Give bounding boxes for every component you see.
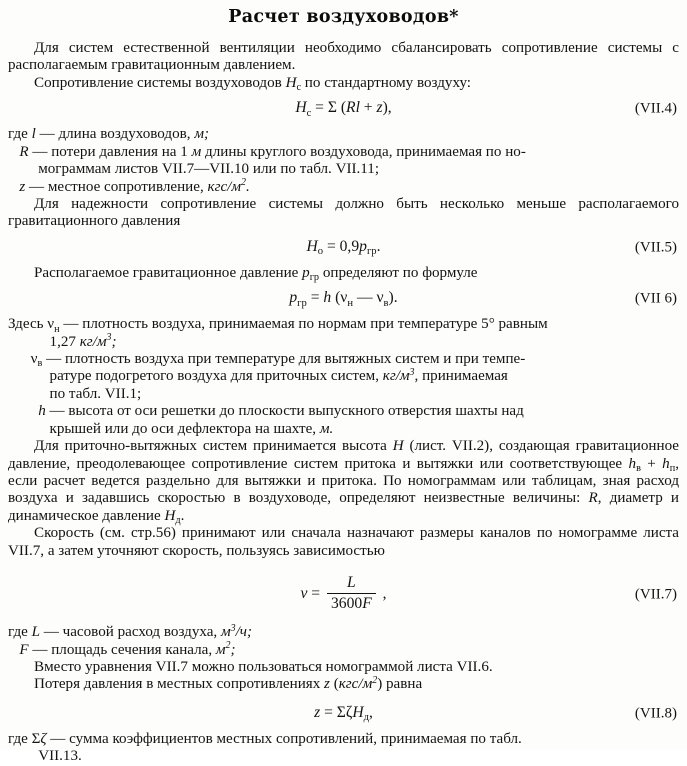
definition-text: 1,27 $кг/м^3$;	[49, 332, 117, 350]
definition-list-1	[8, 126, 679, 196]
definition-indent	[8, 334, 50, 351]
definition-text: мограммам листов VII.7—VII.10 или по табл. VII.11;	[38, 161, 380, 178]
definition-text: сумма коэффициентов местных сопротивлений, принимаемая по табл.	[69, 730, 522, 747]
definition-item-cont	[8, 421, 679, 438]
equation-number-vii-8: (VII.8)	[634, 705, 677, 722]
equation-number-vii-5: (VII.5)	[634, 239, 677, 256]
definition-text: высота от оси решетки до плоскости выпускного отверстия шахты над	[68, 403, 524, 420]
paragraph-intro: Для систем естественной вентиляции необходимо сбалансировать сопротивление системы с располагаемым гравитационным давлением.	[8, 40, 679, 74]
definition-list-2	[8, 316, 679, 438]
definition-symbol: z —	[19, 178, 48, 195]
equation-number-vii-6: (VII 6)	[634, 290, 677, 307]
definition-item-cont	[8, 161, 679, 178]
definition-item	[8, 642, 679, 659]
paragraph-supply-exhaust: Для приточно-вытяжных систем принимается высота H (лист. VII.2), создающая гравитационное давление, преодолевающее сопротивление систем притока и вытяжки или соответствующее $h_в + h_п$, если расчет ведется раздельно для вытяжки и притока. По номограммам или таблицам, зная расход воздуха и задавшись скоростью в воздуховоде, определяют неизвестные величины: R, диаметр и динамическое давление $H_д$.	[8, 438, 679, 527]
formula-vii-5: $H_о = 0,9p_{гр}$. (VII.5)	[306, 237, 677, 258]
definition-list-3	[8, 624, 679, 659]
definition-list-4	[8, 731, 679, 766]
definition-item	[8, 144, 679, 161]
formula-vii-6: $p_{гр} = h$ ($\nu_н$ — $\nu_в$). (VII 6)	[289, 289, 677, 309]
formula-vii-8: z = ΣζH$_д$, (VII.8)	[314, 703, 677, 724]
formula-vii-4: $H_с = \Sigma$ (Rl + z), (VII.4)	[295, 99, 677, 119]
fraction-numerator: L	[327, 574, 376, 594]
definition-indent	[8, 421, 50, 438]
definition-symbol: $\nu_в$ —	[8, 351, 65, 370]
paragraph-reliability: Для надежности сопротивление системы должно быть несколько меньше располагаемого гравитационного давления	[8, 195, 679, 230]
definition-text: ратуре подогретого воздуха для приточных систем, $кг/м^3$, принимаемая	[49, 367, 508, 385]
definition-symbol: где Σζ —	[8, 730, 70, 747]
page-title: Расчет воздуховодов*	[228, 7, 459, 27]
paragraph-local-losses: Потеря давления в местных сопротивлениях z $(кгс/м^2)$ равна	[34, 675, 423, 693]
definition-text: VII.13.	[38, 748, 82, 765]
definition-indent	[8, 368, 50, 385]
definition-symbol: где l —	[8, 126, 59, 143]
paragraph-resistance-lead: Сопротивление системы воздуховодов $H_с$ по стандартному воздуху:	[34, 74, 471, 94]
definition-text: местное сопротивление, кгс/$м^2$.	[47, 177, 250, 195]
definition-item	[8, 351, 679, 368]
paragraph-gravity-pressure: Располагаемое гравитационное давление $p_{гр}$ определяют по формуле	[34, 264, 478, 284]
definition-symbol: где L —	[8, 624, 63, 641]
fraction	[327, 574, 376, 613]
definition-item	[8, 179, 679, 196]
paragraph-velocity: Скорость (см. стр.56) принимают или сначала назначают размеры каналов по номограмме листа VII.7, а затем уточняют скорость, пользуясь зависимостью	[8, 525, 679, 559]
paragraph-nomogram-note: Вместо уравнения VII.7 можно пользоваться номограммой листа VII.6.	[34, 658, 493, 675]
definition-item	[8, 403, 679, 420]
definition-symbol: h —	[38, 403, 69, 420]
definition-indent	[8, 161, 38, 178]
definition-indent	[8, 748, 38, 765]
definition-text: потери давления на 1 м длины круглого воздуховода, принимаемая по но-	[51, 143, 526, 160]
definition-item-cont	[8, 334, 679, 351]
definition-symbol: R —	[19, 143, 52, 160]
definition-text: плотность воздуха, принимаемая по нормам при температуре 5° равным	[82, 316, 548, 333]
definition-text: длина воздуховодов, м;	[58, 126, 209, 143]
definition-item	[8, 731, 679, 748]
definition-item-cont	[8, 748, 679, 765]
definition-symbol: Здесь $\nu_н$ —	[8, 316, 83, 335]
formula-vii-7: v = $\frac{L}{3600F}$ , (VII.7)	[300, 574, 677, 613]
equation-number-vii-7: (VII.7)	[634, 586, 677, 603]
definition-indent	[8, 386, 50, 403]
definition-item-cont	[8, 368, 679, 385]
definition-item	[8, 624, 679, 641]
fraction-denominator: 3600F	[331, 595, 372, 613]
definition-text: часовой расход воздуха, $м^3/ч$;	[62, 622, 253, 641]
equation-number-vii-4: (VII.4)	[634, 100, 677, 117]
definition-text: по табл. VII.1;	[49, 385, 142, 402]
definition-text: плотность воздуха при температуре для вытяжных систем и при темпе-	[64, 351, 526, 368]
definition-text: крышей или до оси дефлектора на шахте, м.	[49, 420, 334, 437]
definition-text: площадь сечения канала, $м^2$;	[51, 640, 236, 658]
definition-item	[8, 126, 679, 143]
definition-item-cont	[8, 386, 679, 403]
definition-symbol: F —	[19, 641, 52, 658]
